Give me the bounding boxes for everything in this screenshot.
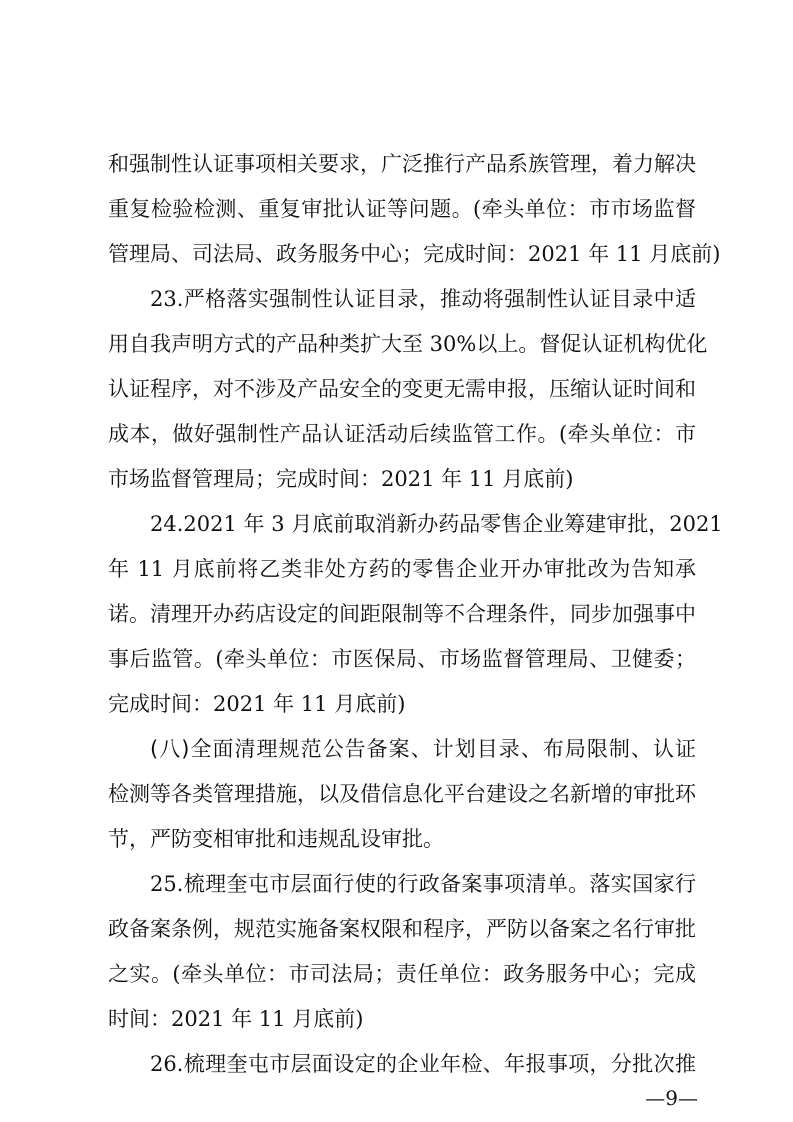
paragraph-24-first-line: 24.2021 年 3 月底前取消新办药品零售企业筹建审批，2021 [150, 512, 723, 536]
body-text-line: 管理局、司法局、政务服务中心；完成时间：2021 年 11 月底前) [108, 242, 721, 266]
body-text-line: 用自我声明方式的产品种类扩大至 30%以上。督促认证机构优化 [108, 332, 708, 356]
page-number: —9— [645, 1086, 698, 1110]
body-text-line: 市场监督管理局；完成时间：2021 年 11 月底前) [108, 467, 574, 491]
body-text-line: 时间：2021 年 11 月底前) [108, 1007, 364, 1031]
body-text-line: 成本，做好强制性产品认证活动后续监管工作。(牵头单位：市 [108, 422, 696, 446]
section-heading-line: 检测等各类管理措施，以及借信息化平台建设之名新增的审批环 [108, 782, 696, 806]
body-text-line: 诺。清理开办药店设定的间距限制等不合理条件，同步加强事中 [108, 602, 696, 626]
paragraph-23-first-line: 23.严格落实强制性认证目录，推动将强制性认证目录中适 [150, 287, 696, 311]
body-text-line: 年 11 月底前将乙类非处方药的零售企业开办审批改为告知承 [108, 557, 696, 581]
body-text-line: 之实。(牵头单位：市司法局；责任单位：政务服务中心；完成 [108, 962, 696, 986]
body-text-line: 和强制性认证事项相关要求，广泛推行产品系族管理，着力解决 [108, 152, 696, 176]
body-text-line: 政备案条例，规范实施备案权限和程序，严防以备案之名行审批 [108, 917, 696, 941]
body-text-line: 重复检验检测、重复审批认证等问题。(牵头单位：市市场监督 [108, 197, 696, 221]
section-heading-line: 节，严防变相审批和违规乱设审批。 [108, 827, 444, 851]
body-text-line: 事后监管。(牵头单位：市医保局、市场监督管理局、卫健委； [108, 647, 696, 671]
paragraph-26-first-line: 26.梳理奎屯市层面设定的企业年检、年报事项，分批次推 [150, 1052, 696, 1076]
body-text-line: 认证程序，对不涉及产品安全的变更无需申报，压缩认证时间和 [108, 377, 696, 401]
body-text-line: 完成时间：2021 年 11 月底前) [108, 692, 406, 716]
paragraph-25-first-line: 25.梳理奎屯市层面行使的行政备案事项清单。落实国家行 [150, 872, 696, 896]
section-heading-8: (八)全面清理规范公告备案、计划目录、布局限制、认证 [150, 737, 696, 761]
